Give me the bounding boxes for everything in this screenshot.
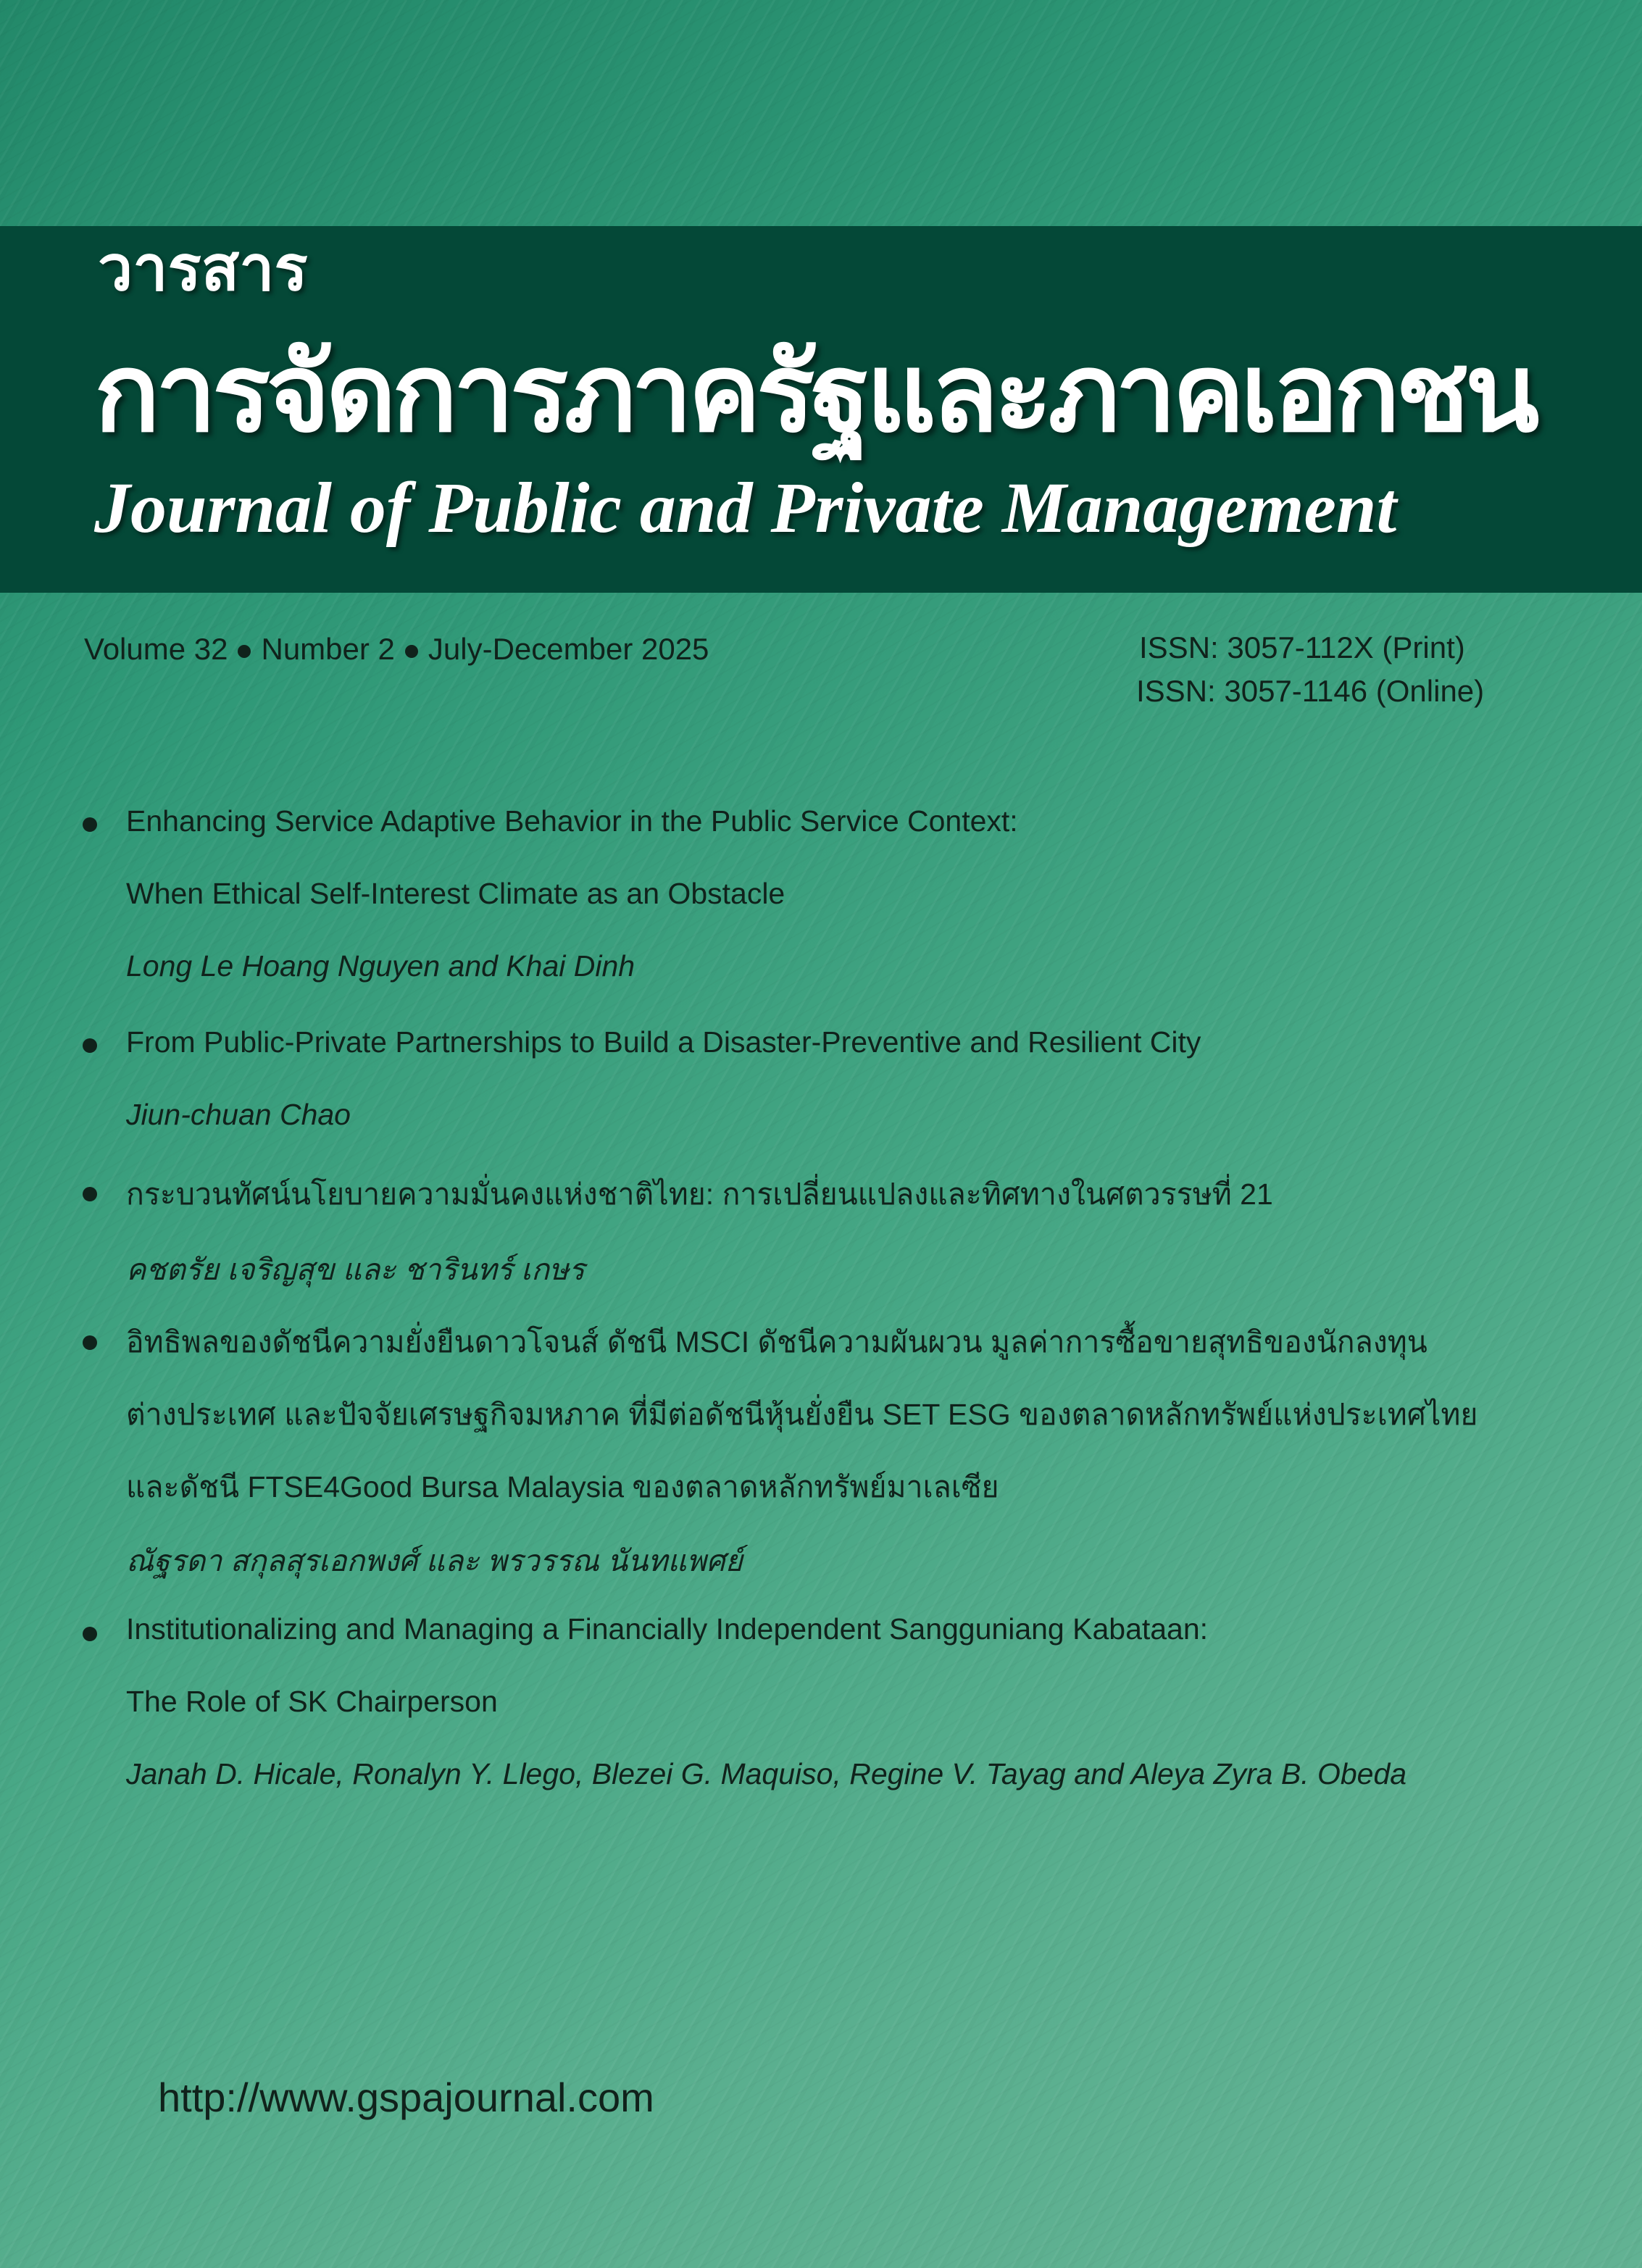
journal-title-thai: การจัดการภาครัฐและภาคเอกชน bbox=[94, 330, 1535, 456]
article-title-line: และดัชนี FTSE4Good Bursa Malaysia ของตลาดหลักทรัพย์มาเลเซีย bbox=[126, 1470, 999, 1504]
separator-dot-icon bbox=[238, 645, 251, 658]
article-title-line: Enhancing Service Adaptive Behavior in the Public Service Context: bbox=[126, 804, 1018, 838]
article-authors: คชตรัย เจริญสุข และ ชารินทร์ เกษร bbox=[126, 1253, 585, 1286]
article-authors: Jiun-chuan Chao bbox=[126, 1098, 351, 1131]
article-title-line: The Role of SK Chairperson bbox=[126, 1685, 498, 1718]
article-title-line: Institutionalizing and Managing a Financially Independent Sangguniang Kabataan: bbox=[126, 1612, 1209, 1646]
issn-block bbox=[1136, 626, 1484, 713]
period-label: July-December 2025 bbox=[428, 632, 709, 666]
issn-print: ISSN: 3057-112X (Print) bbox=[1139, 630, 1465, 664]
bullet-icon bbox=[83, 1187, 97, 1201]
separator-dot-icon bbox=[405, 645, 418, 658]
article-title-line: When Ethical Self-Interest Climate as an Obstacle bbox=[126, 877, 785, 910]
issue-line bbox=[84, 632, 709, 667]
journal-title-prefix: วารสาร bbox=[98, 233, 308, 305]
article-title-line: From Public-Private Partnerships to Build a Disaster-Preventive and Resilient City bbox=[126, 1025, 1201, 1059]
article-title-line: อิทธิพลของดัชนีความยั่งยืนดาวโจนส์ ดัชนี MSCI ดัชนีความผันผวน มูลค่าการซื้อขายสุทธิของนักลงทุน bbox=[126, 1325, 1428, 1359]
article-authors: ณัฐรดา สกุลสุรเอกพงศ์ และ พรวรรณ นันทแพศย์ bbox=[126, 1544, 743, 1577]
article-authors: Janah D. Hicale, Ronalyn Y. Llego, Blezei G. Maquiso, Regine V. Tayag and Aleya Zyra B. Obeda bbox=[126, 1757, 1407, 1790]
journal-website-url: http://www.gspajournal.com bbox=[158, 2075, 654, 2120]
volume-label: Volume 32 bbox=[84, 632, 228, 666]
bullet-icon bbox=[83, 1627, 97, 1641]
article-authors: Long Le Hoang Nguyen and Khai Dinh bbox=[126, 949, 635, 983]
issn-online: ISSN: 3057-1146 (Online) bbox=[1136, 674, 1485, 708]
article-title-line: กระบวนทัศน์นโยบายความมั่นคงแห่งชาติไทย: การเปลี่ยนแปลงและทิศทางในศตวรรษที่ 21 bbox=[126, 1177, 1273, 1211]
article-title-line: ต่างประเทศ และปัจจัยเศรษฐกิจมหภาค ที่มีต่อดัชนีหุ้นยั่งยืน SET ESG ของตลาดหลักทรัพย์แห่งประเทศไทย bbox=[126, 1398, 1478, 1431]
number-label: Number 2 bbox=[261, 632, 395, 666]
bullet-icon bbox=[83, 1038, 97, 1053]
journal-title-english: Journal of Public and Private Management bbox=[94, 467, 1397, 548]
bullet-icon bbox=[83, 1335, 97, 1350]
bullet-icon bbox=[83, 817, 97, 832]
